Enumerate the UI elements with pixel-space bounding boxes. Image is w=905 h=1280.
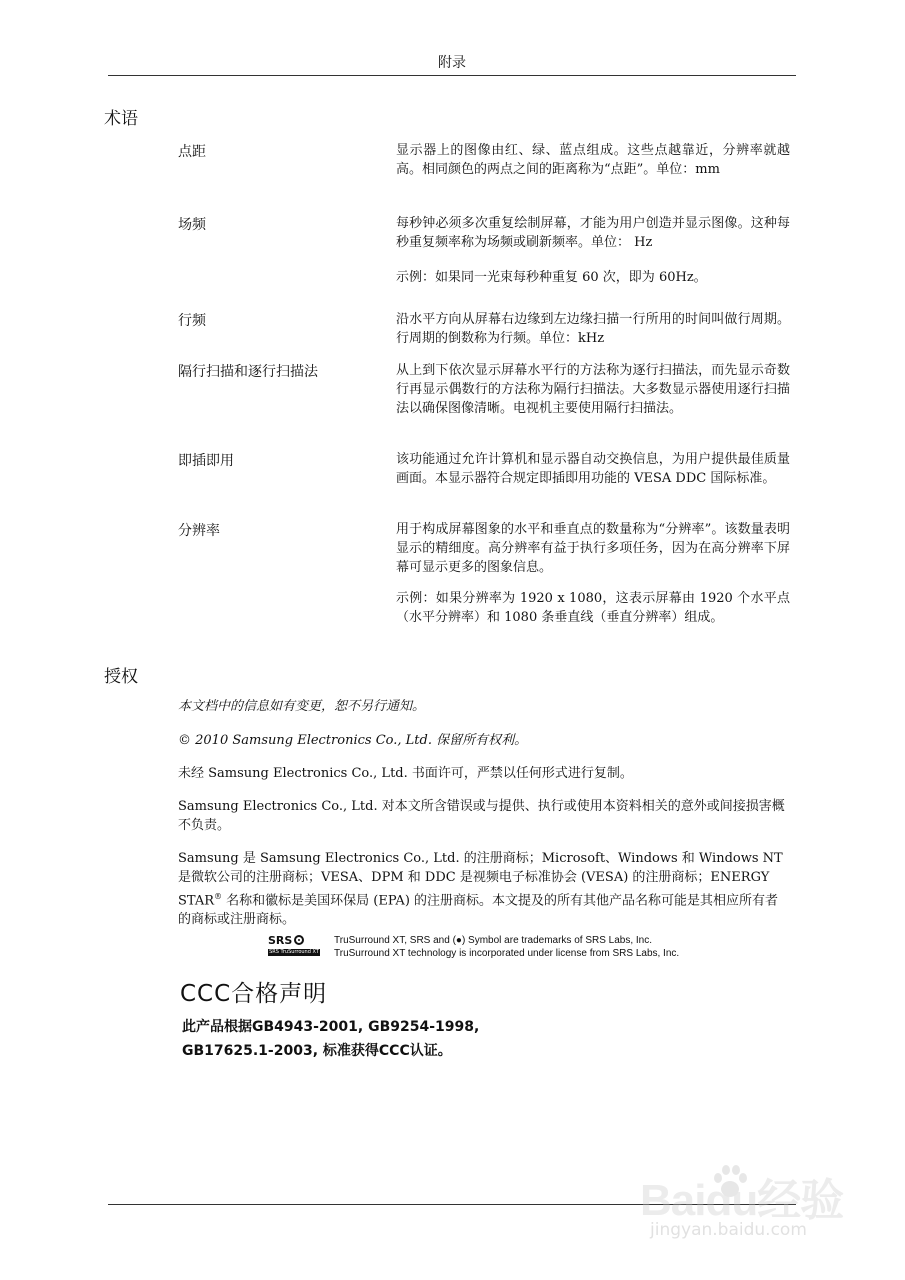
- ccc-line-1: 此产品根据GB4943-2001, GB9254-1998,: [182, 1019, 480, 1035]
- registered-mark: ®: [214, 892, 223, 901]
- term-vertical-frequency: 场频: [178, 217, 206, 233]
- license-trademarks: [178, 849, 790, 929]
- definition-dot-pitch: 显示器上的图像由红、绿、蓝点组成。这些点越靠近，分辨率就越高。相同颜色的两点之间的距离称为“点距”。单位：mm: [396, 143, 790, 177]
- definition-horizontal-frequency: 沿水平方向从屏幕右边缘到左边缘扫描一行所用的时间叫做行周期。行周期的倒数称为行频。单位：kHz: [396, 312, 790, 346]
- term-resolution: 分辨率: [178, 523, 220, 539]
- srs-line-1: TruSurround XT, SRS and (●) Symbol are trademarks of SRS Labs, Inc.: [334, 935, 653, 946]
- license-notice: 本文档中的信息如有变更，恕不另行通知。: [178, 699, 426, 714]
- srs-logo-icon: [268, 934, 324, 958]
- ccc-line-2: GB17625.1-2003, 标准获得CCC认证。: [182, 1043, 452, 1059]
- header-divider: [108, 75, 796, 76]
- license-trademarks-part2: 名称和徽标是美国环保局 (EPA) 的注册商标。本文提及的所有其他产品名称可能是其相应所有者的商标或注册商标。: [178, 893, 779, 928]
- srs-line-2: TruSurround XT technology is incorporated under license from SRS Labs, Inc.: [334, 948, 680, 959]
- srs-logo-sub: SRS TruSurround XT: [269, 949, 319, 955]
- license-liability: Samsung Electronics Co., Ltd. 对本文所含错误或与提供、执行或使用本资料相关的意外或间接损害概不负责。: [178, 799, 785, 833]
- example-resolution: 示例：如果分辨率为 1920 x 1080，这表示屏幕由 1920 个水平点（水平分辨率）和 1080 条垂直线（垂直分辨率）组成。: [396, 591, 790, 625]
- paw-icon: [710, 1164, 750, 1200]
- definition-resolution: 用于构成屏幕图象的水平和垂直点的数量称为“分辨率”。该数量表明显示的精细度。高分辨率有益于执行多项任务，因为在高分辨率下屏幕可显示更多的图象信息。: [396, 522, 790, 575]
- license-trademarks-part1: Samsung 是 Samsung Electronics Co., Ltd. 的注册商标；Microsoft、Windows 和 Windows NT 是微软公司的注册商标；VESA、DPM 和 DDC 是视频电子标准协会 (VESA) 的注册商标；ENERGY STAR: [178, 851, 783, 909]
- term-plug-and-play: 即插即用: [178, 453, 234, 469]
- baidu-jingyan-watermark: [640, 1158, 880, 1238]
- definition-vertical-frequency: 每秒钟必须多次重复绘制屏幕，才能为用户创造并显示图像。这种每秒重复频率称为场频或刷新频率。单位： Hz: [396, 216, 790, 250]
- term-horizontal-frequency: 行频: [178, 313, 206, 329]
- ccc-title: CCC合格声明: [180, 981, 328, 1007]
- srs-logo-text: SRS: [268, 934, 293, 947]
- term-interlace-scan: 隔行扫描和逐行扫描法: [178, 364, 318, 380]
- section-heading-license: 授权: [104, 667, 138, 687]
- srs-notice: [268, 932, 738, 962]
- term-dot-pitch: 点距: [178, 144, 206, 160]
- license-copyright: © 2010 Samsung Electronics Co., Ltd. 保留所有权利。: [178, 733, 528, 748]
- watermark-brand: Baidu经验: [640, 1176, 844, 1225]
- watermark-url: jingyan.baidu.com: [650, 1220, 807, 1240]
- example-vertical-frequency: 示例：如果同一光束每秒种重复 60 次，即为 60Hz。: [396, 270, 707, 285]
- license-reproduction: 未经 Samsung Electronics Co., Ltd. 书面许可，严禁以任何形式进行复制。: [178, 766, 633, 781]
- definition-interlace-scan: 从上到下依次显示屏幕水平行的方法称为逐行扫描法，而先显示奇数行再显示偶数行的方法称为隔行扫描法。大多数显示器使用逐行扫描法以确保图像清晰。电视机主要使用隔行扫描法。: [396, 363, 790, 416]
- definition-plug-and-play: 该功能通过允许计算机和显示器自动交换信息，为用户提供最佳质量画面。本显示器符合规定即插即用功能的 VESA DDC 国际标准。: [396, 452, 790, 486]
- page-header-title: 附录: [438, 55, 466, 71]
- section-heading-terms: 术语: [104, 109, 138, 129]
